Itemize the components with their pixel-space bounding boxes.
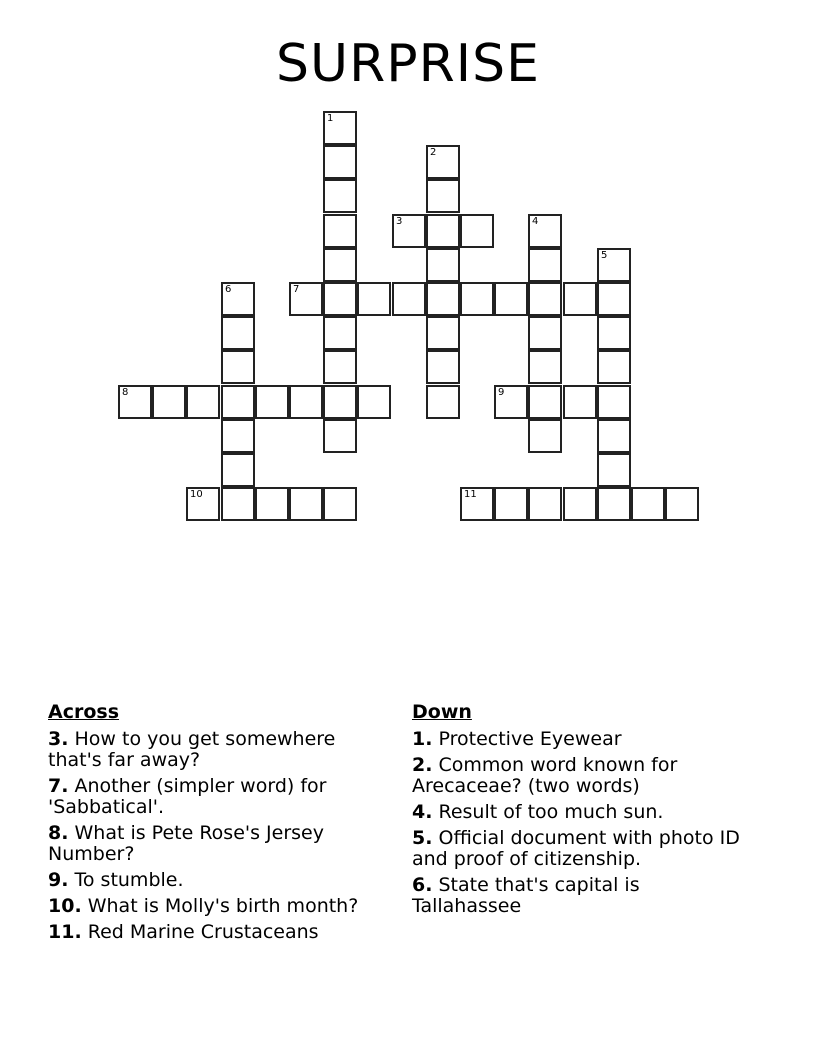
across-heading: Across	[48, 701, 120, 723]
clue-text: Result of too much sun.	[438, 801, 664, 823]
down-clue-6	[412, 875, 752, 917]
clue-text: State that's capital is Tallahassee	[412, 874, 640, 917]
clue-number: 1.	[412, 728, 433, 750]
grid-cell[interactable]	[289, 385, 323, 419]
grid-cell[interactable]	[528, 316, 562, 350]
grid-cell[interactable]	[426, 214, 460, 248]
across-clue-7	[48, 776, 388, 818]
clue-number: 10.	[48, 895, 82, 917]
clue-text: To stumble.	[74, 869, 184, 891]
down-clues	[412, 700, 752, 922]
grid-cell[interactable]	[392, 282, 426, 316]
grid-cell[interactable]	[563, 385, 597, 419]
cell-number: 2	[430, 147, 437, 158]
grid-cell[interactable]	[289, 282, 323, 316]
clue-number: 5.	[412, 827, 433, 849]
grid-cell[interactable]	[597, 282, 631, 316]
grid-cell[interactable]	[528, 350, 562, 384]
grid-cell[interactable]	[323, 282, 357, 316]
clue-number: 8.	[48, 822, 69, 844]
down-clue-5	[412, 828, 752, 870]
grid-cell[interactable]	[494, 385, 528, 419]
grid-cell[interactable]	[323, 111, 357, 145]
down-clue-2	[412, 755, 752, 797]
grid-cell[interactable]	[597, 248, 631, 282]
grid-cell[interactable]	[597, 385, 631, 419]
grid-cell[interactable]	[186, 385, 220, 419]
grid-cell[interactable]	[221, 453, 255, 487]
grid-cell[interactable]	[597, 419, 631, 453]
grid-cell[interactable]	[323, 316, 357, 350]
grid-cell[interactable]	[426, 316, 460, 350]
grid-cell[interactable]	[221, 282, 255, 316]
grid-cell[interactable]	[221, 316, 255, 350]
across-clue-9	[48, 870, 388, 891]
grid-cell[interactable]	[563, 487, 597, 521]
clue-text: Protective Eyewear	[438, 728, 622, 750]
grid-cell[interactable]	[392, 214, 426, 248]
grid-cell[interactable]	[289, 487, 323, 521]
grid-cell[interactable]	[528, 419, 562, 453]
grid-cell[interactable]	[563, 282, 597, 316]
clue-number: 3.	[48, 728, 69, 750]
grid-cell[interactable]	[528, 282, 562, 316]
grid-cell[interactable]	[597, 453, 631, 487]
grid-cell[interactable]	[426, 282, 460, 316]
grid-cell[interactable]	[426, 145, 460, 179]
across-clue-3	[48, 729, 388, 771]
grid-cell[interactable]	[221, 350, 255, 384]
grid-cell[interactable]	[323, 385, 357, 419]
clue-text: What is Molly's birth month?	[87, 895, 359, 917]
down-clue-4	[412, 802, 752, 823]
grid-cell[interactable]	[528, 385, 562, 419]
grid-cell[interactable]	[631, 487, 665, 521]
clue-text: Official document with photo ID and proof of citizenship.	[412, 827, 740, 870]
grid-cell[interactable]	[323, 350, 357, 384]
grid-cell[interactable]	[426, 385, 460, 419]
grid-cell[interactable]	[460, 487, 494, 521]
grid-cell[interactable]	[357, 385, 391, 419]
grid-cell[interactable]	[255, 385, 289, 419]
grid-cell[interactable]	[597, 350, 631, 384]
grid-cell[interactable]	[357, 282, 391, 316]
grid-cell[interactable]	[597, 316, 631, 350]
grid-cell[interactable]	[323, 145, 357, 179]
grid-cell[interactable]	[323, 487, 357, 521]
across-clue-8	[48, 823, 388, 865]
clue-text: Another (simpler word) for 'Sabbatical'.	[48, 775, 327, 818]
grid-cell[interactable]	[221, 385, 255, 419]
cell-number: 5	[601, 250, 608, 261]
cell-number: 3	[396, 216, 403, 227]
grid-cell[interactable]	[528, 248, 562, 282]
grid-cell[interactable]	[323, 214, 357, 248]
grid-cell[interactable]	[494, 282, 528, 316]
grid-cell[interactable]	[665, 487, 699, 521]
clue-number: 9.	[48, 869, 69, 891]
down-clue-1	[412, 729, 752, 750]
cell-number: 6	[225, 284, 232, 295]
grid-cell[interactable]	[221, 487, 255, 521]
grid-cell[interactable]	[323, 248, 357, 282]
puzzle-title: SURPRISE	[276, 34, 540, 94]
across-clues	[48, 700, 388, 948]
cell-number: 4	[532, 216, 539, 227]
grid-cell[interactable]	[221, 419, 255, 453]
cell-number: 8	[122, 387, 129, 398]
grid-cell[interactable]	[255, 487, 289, 521]
clue-text: Red Marine Crustaceans	[87, 921, 319, 943]
grid-cell[interactable]	[426, 350, 460, 384]
grid-cell[interactable]	[460, 214, 494, 248]
grid-cell[interactable]	[152, 385, 186, 419]
clue-text: What is Pete Rose's Jersey Number?	[48, 822, 324, 865]
clue-number: 11.	[48, 921, 82, 943]
grid-cell[interactable]	[323, 419, 357, 453]
clue-text: Common word known for Arecaceae? (two words)	[412, 754, 678, 797]
down-heading: Down	[412, 701, 472, 723]
grid-cell[interactable]	[323, 179, 357, 213]
clue-number: 7.	[48, 775, 69, 797]
cell-number: 10	[190, 489, 203, 500]
grid-cell[interactable]	[426, 248, 460, 282]
cell-number: 9	[498, 387, 505, 398]
across-clue-10	[48, 896, 388, 917]
clue-number: 6.	[412, 874, 433, 896]
cell-number: 7	[293, 284, 300, 295]
grid-cell[interactable]	[528, 487, 562, 521]
grid-cell[interactable]	[186, 487, 220, 521]
across-clue-11	[48, 922, 388, 943]
grid-cell[interactable]	[118, 385, 152, 419]
clue-number: 4.	[412, 801, 433, 823]
grid-cell[interactable]	[597, 487, 631, 521]
cell-number: 1	[327, 113, 334, 124]
clue-text: How to you get somewhere that's far away?	[48, 728, 336, 771]
grid-cell[interactable]	[460, 282, 494, 316]
cell-number: 11	[464, 489, 477, 500]
grid-cell[interactable]	[528, 214, 562, 248]
grid-cell[interactable]	[426, 179, 460, 213]
clue-number: 2.	[412, 754, 433, 776]
grid-cell[interactable]	[494, 487, 528, 521]
